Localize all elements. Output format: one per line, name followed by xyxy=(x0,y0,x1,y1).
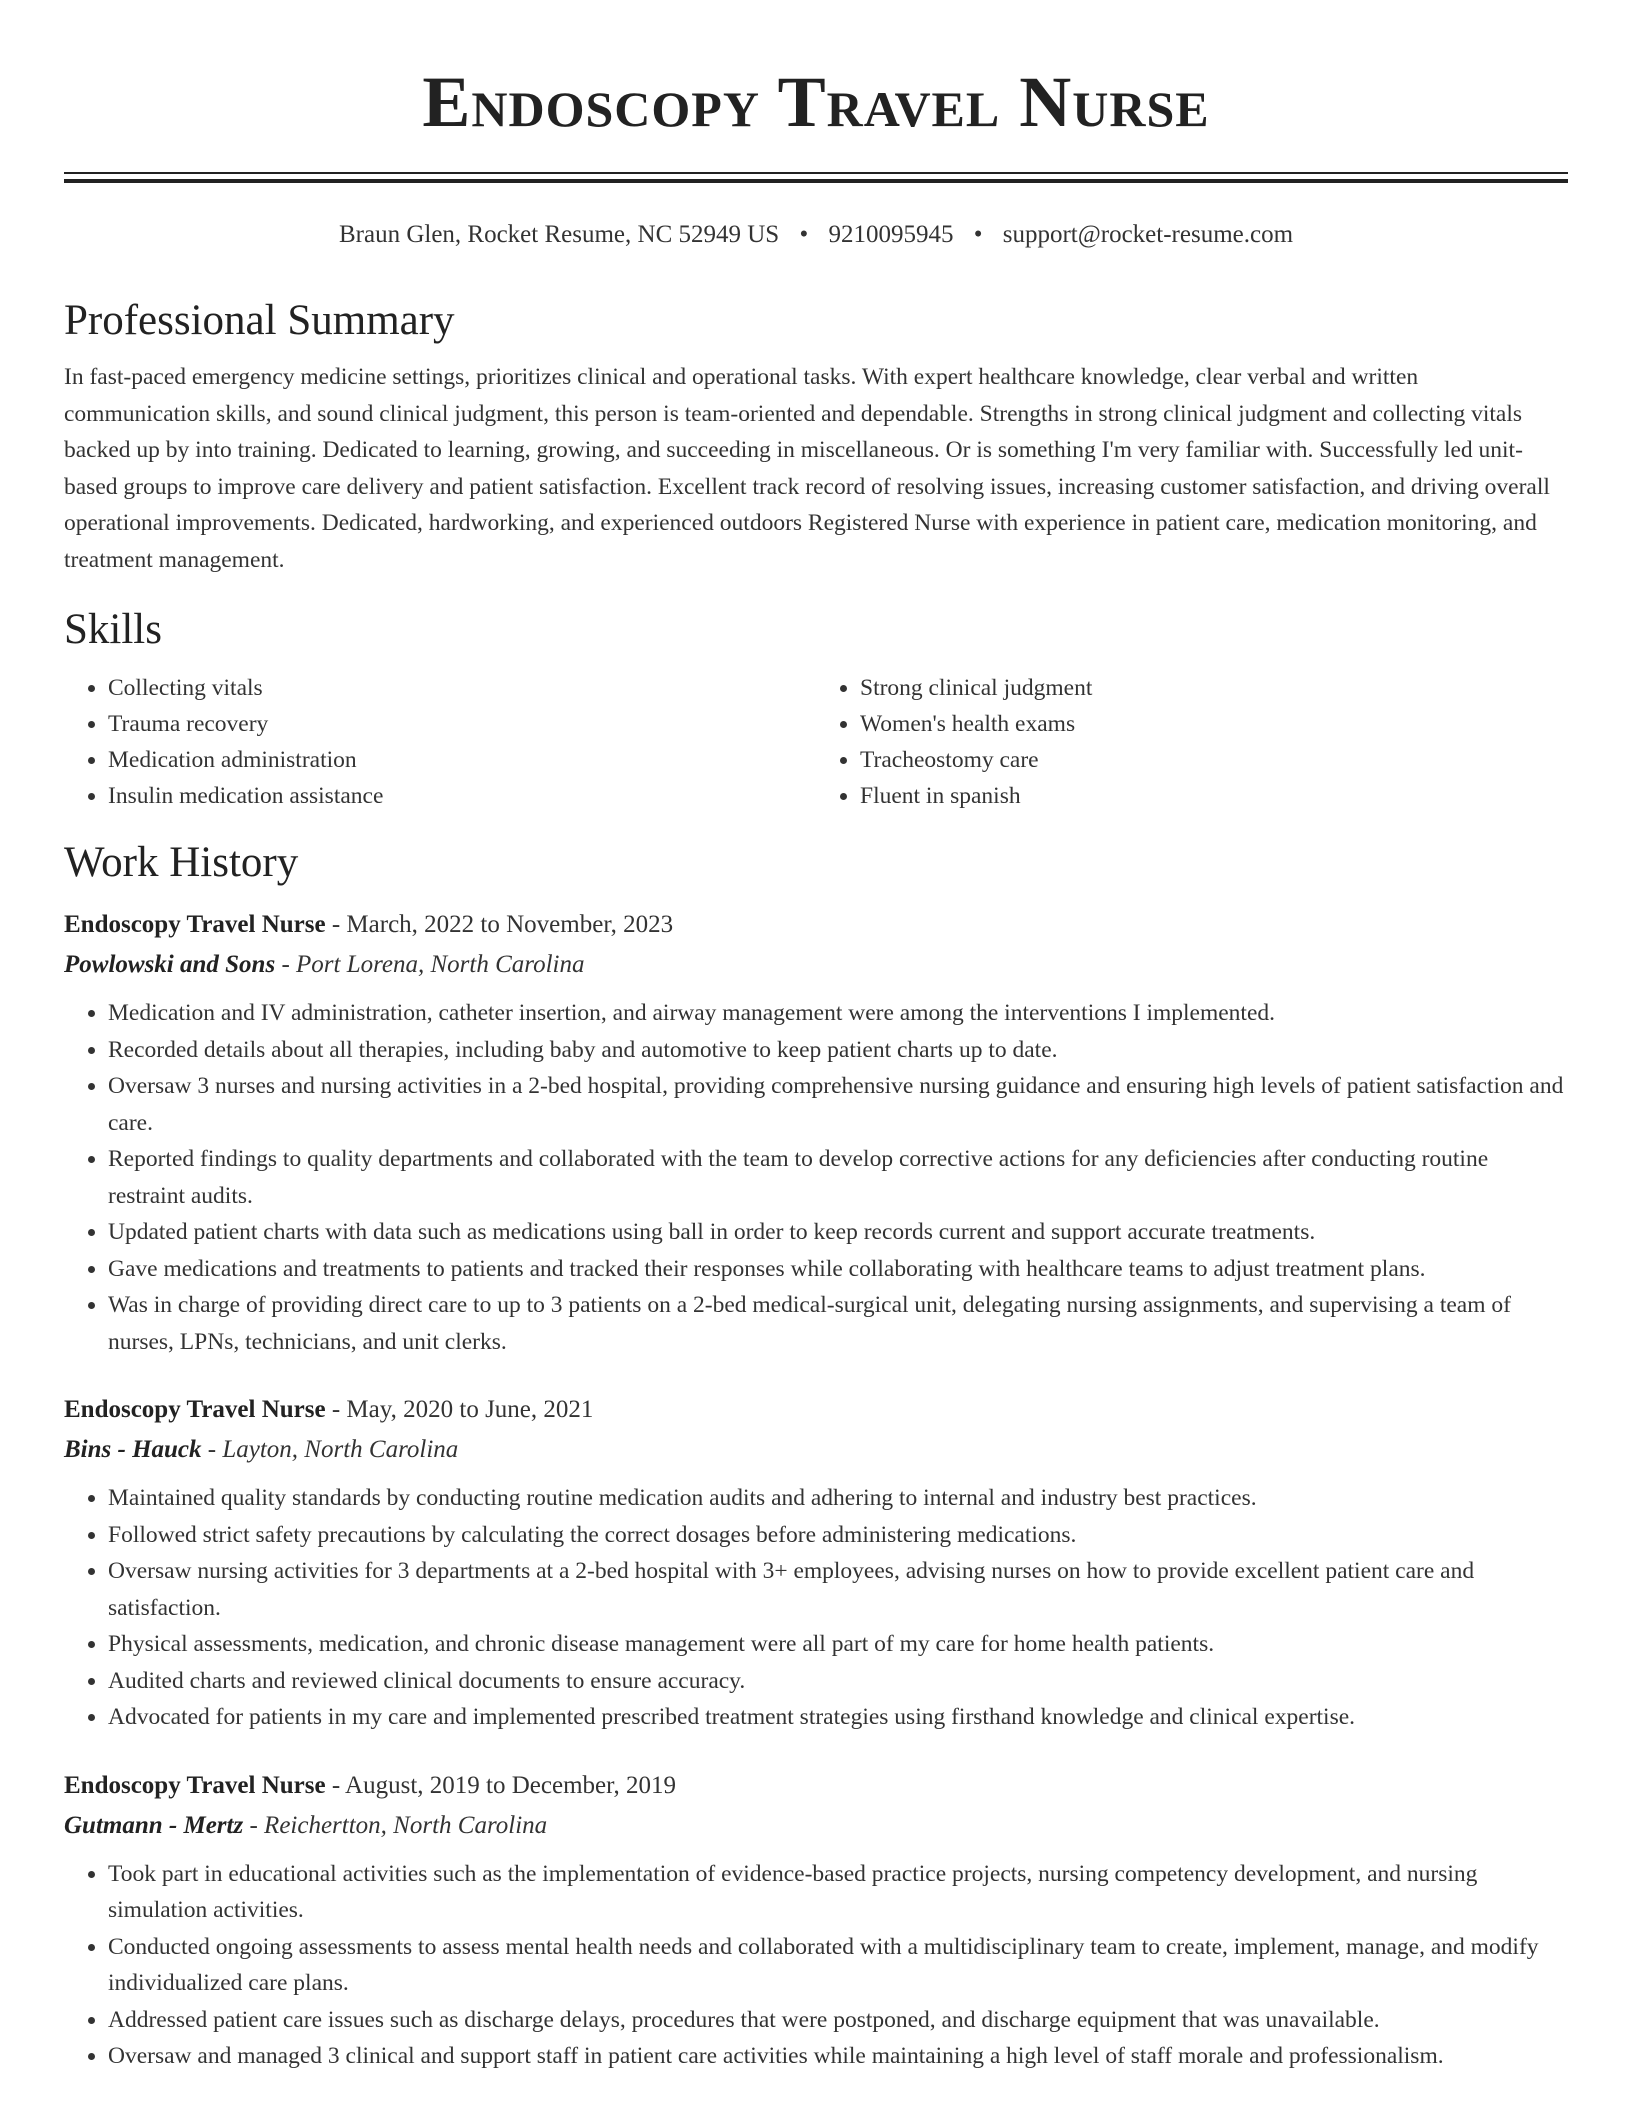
skills-list xyxy=(64,670,1568,814)
job-title: Endoscopy Travel Nurse xyxy=(64,1396,326,1424)
job-company: Powlowski and Sons xyxy=(64,951,276,979)
job-bullets xyxy=(64,995,1568,1360)
job-bullet: • Audited charts and reviewed clinical documents to ensure accuracy. xyxy=(108,1663,1568,1700)
job-location: - Port Lorena, North Carolina xyxy=(275,951,585,979)
job-bullet: • Reported findings to quality departments and collaborated with the team to develop corrective actions for any deficiencies after conducting routine restraint audits. xyxy=(108,1141,1568,1214)
job-bullet: • Oversaw and managed 3 clinical and support staff in patient care activities while maintaining a high level of staff morale and professionalism. xyxy=(108,2038,1568,2075)
job-location: - Reichertton, North Carolina xyxy=(243,1811,548,1839)
job-company-line xyxy=(64,945,1568,985)
job-dates: - May, 2020 to June, 2021 xyxy=(325,1396,594,1424)
skills-column-left xyxy=(64,670,816,814)
skill-item: • Fluent in spanish xyxy=(860,778,1568,814)
job-bullet: • Recorded details about all therapies, including baby and automotive to keep patient charts up to date. xyxy=(108,1032,1568,1069)
skill-item: • Insulin medication assistance xyxy=(108,778,816,814)
contact-phone: 9210095945 xyxy=(828,221,954,248)
summary-text: In fast-paced emergency medicine settings, prioritizes clinical and operational tasks. With expert healthcare knowledge, clear verbal and written communication skills, and sound clinical judgment, this person is team-oriented and dependable. Strengths in strong clinical judgment and collecting vitals backed up by into training. Dedicated to learning, growing, and succeeding in miscellaneous. Or is something I'm very familiar with. Successfully led unit-based groups to improve care delivery and patient satisfaction. Excellent track record of resolving issues, increasing customer satisfaction, and driving overall operational improvements. Dedicated, hardworking, and experienced outdoors Registered Nurse with experience in patient care, medication monitoring, and treatment management. xyxy=(64,364,1550,573)
job-bullet: • Oversaw nursing activities for 3 departments at a 2-bed hospital with 3+ employees, advising nurses on how to provide excellent patient care and satisfaction. xyxy=(108,1553,1568,1626)
skill-item: • Medication administration xyxy=(108,742,816,778)
job-bullet: • Maintained quality standards by conducting routine medication audits and adhering to internal and industry best practices. xyxy=(108,1480,1568,1517)
job-bullet: • Oversaw 3 nurses and nursing activities in a 2-bed hospital, providing comprehensive nursing guidance and ensuring high levels of patient satisfaction and care. xyxy=(108,1068,1568,1141)
job-bullet: • Physical assessments, medication, and chronic disease management were all part of my care for home health patients. xyxy=(108,1626,1568,1663)
resume-name: Endoscopy Travel Nurse xyxy=(422,62,1210,142)
job-bullet: • Gave medications and treatments to patients and tracked their responses while collaborating with healthcare teams to adjust treatment plans. xyxy=(108,1251,1568,1288)
job-location: - Layton, North Carolina xyxy=(201,1436,459,1464)
header-divider xyxy=(64,172,1568,183)
job-header xyxy=(64,1390,1568,1430)
job-company-line xyxy=(64,1806,1568,1846)
job-bullet: • Took part in educational activities such as the implementation of evidence-based practice projects, nursing competency development, and nursing simulation activities. xyxy=(108,1856,1568,1929)
skill-item: • Strong clinical judgment xyxy=(860,670,1568,706)
skill-item: • Collecting vitals xyxy=(108,670,816,706)
work-history-heading: Work History xyxy=(64,838,299,886)
skill-item: • Tracheostomy care xyxy=(860,742,1568,778)
skill-item: • Trauma recovery xyxy=(108,706,816,742)
contact-separator: • xyxy=(973,221,983,248)
job-company: Bins - Hauck xyxy=(64,1436,202,1464)
summary-heading: Professional Summary xyxy=(64,297,455,344)
skill-item: • Women's health exams xyxy=(860,706,1568,742)
job-dates: - August, 2019 to December, 2019 xyxy=(325,1771,676,1799)
job-title: Endoscopy Travel Nurse xyxy=(64,911,326,939)
job-bullet: • Advocated for patients in my care and implemented prescribed treatment strategies using firsthand knowledge and clinical expertise. xyxy=(108,1699,1568,1736)
contact-separator: • xyxy=(799,221,809,248)
skills-column-right xyxy=(816,670,1568,814)
contact-email[interactable]: support@rocket-resume.com xyxy=(1002,221,1294,248)
job-bullet: • Updated patient charts with data such as medications using ball in order to keep records current and support accurate treatments. xyxy=(108,1214,1568,1251)
job-dates: - March, 2022 to November, 2023 xyxy=(325,911,674,939)
contact-line xyxy=(64,220,1568,250)
job-header xyxy=(64,1766,1568,1806)
job-bullet: • Followed strict safety precautions by calculating the correct dosages before administering medications. xyxy=(108,1517,1568,1554)
job-bullet: • Addressed patient care issues such as discharge delays, procedures that were postponed, and discharge equipment that was unavailable. xyxy=(108,2002,1568,2039)
job-title: Endoscopy Travel Nurse xyxy=(64,1771,326,1799)
job-bullet: • Was in charge of providing direct care to up to 3 patients on a 2-bed medical-surgical unit, delegating nursing assignments, and supervising a team of nurses, LPNs, technicians, and unit clerks. xyxy=(108,1287,1568,1360)
skills-heading: Skills xyxy=(64,606,162,654)
job-entry xyxy=(64,905,1568,1360)
job-company-line xyxy=(64,1430,1568,1470)
contact-address: Braun Glen, Rocket Resume, NC 52949 US xyxy=(338,221,780,248)
job-bullets xyxy=(64,1480,1568,1736)
job-bullet: • Conducted ongoing assessments to assess mental health needs and collaborated with a multidisciplinary team to create, implement, manage, and modify individualized care plans. xyxy=(108,1929,1568,2002)
job-company: Gutmann - Mertz xyxy=(64,1811,244,1839)
job-entry xyxy=(64,1766,1568,2075)
job-bullet: • Medication and IV administration, catheter insertion, and airway management were among the interventions I implemented. xyxy=(108,995,1568,1032)
job-bullets xyxy=(64,1856,1568,2075)
job-header xyxy=(64,905,1568,945)
job-entry xyxy=(64,1390,1568,1736)
